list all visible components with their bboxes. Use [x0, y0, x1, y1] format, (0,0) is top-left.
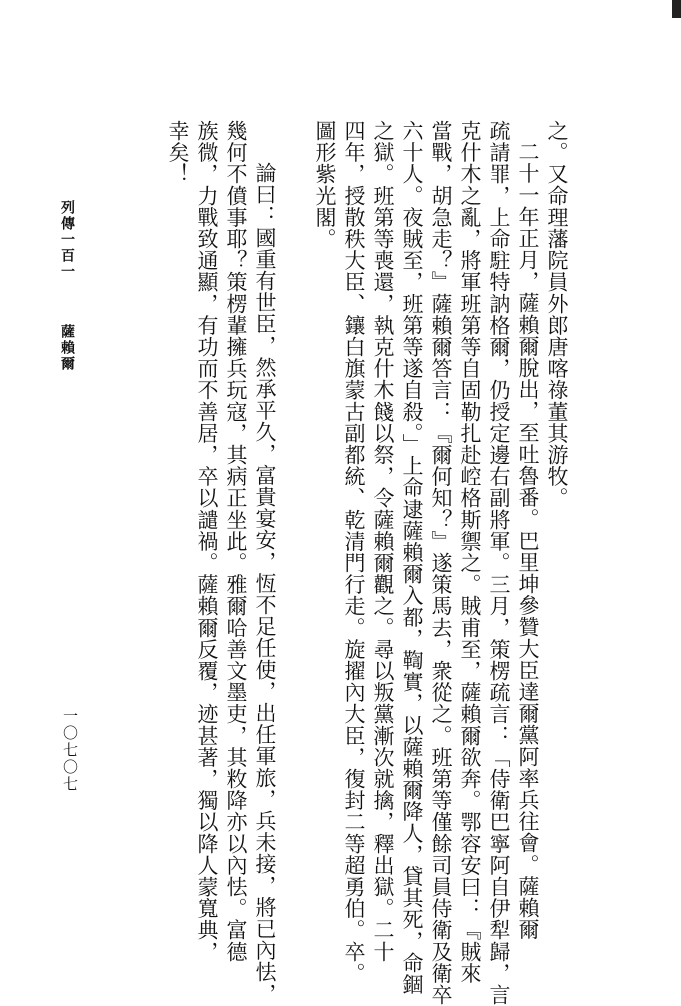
- text-column: 二十一年正月，薩賴爾脫出，至吐魯番。巴里坤參贊大臣達爾黨阿率兵往會。薩賴爾: [516, 141, 540, 941]
- text-column: 六十人。夜賊至，班第等遂自殺。」上命逮薩賴爾入都，鞫實，以薩賴爾降人，貸其死，命錮: [400, 120, 424, 996]
- running-header-person: 薩賴爾: [59, 324, 75, 372]
- commentary-column: 族微，力戰致通顯，有功而不善居，卒以譴禍。薩賴爾反覆，迹甚著，獨以降人蒙寬典，: [195, 120, 219, 963]
- running-header: [60, 200, 74, 372]
- text-column: 當戰，胡急走？』薩賴爾答言：『爾何知？』遂策馬去，衆從之。班第等僅餘司員侍衛及衛卒: [429, 120, 453, 1006]
- edge-mark: [672, 0, 681, 18]
- text-column: 之獄。班第等喪還，執克什木餞以祭，令薩賴爾觀之。尋以叛黨漸次就擒，釋出獄。二十: [371, 120, 395, 963]
- text-column: 圖形紫光閣。: [313, 120, 337, 250]
- text-column: 疏請罪，上命駐特訥格爾，仍授定邊右副將軍。三月，策楞疏言：「侍衛巴寧阿自伊犁歸，言: [487, 120, 511, 1006]
- text-column: 克什木之亂，將軍班第等自固勒扎赴崆格斯禦之。賊甫至，薩賴爾欲奔。鄂容安曰：『賊來: [458, 120, 482, 984]
- running-header-chapter: 列傳一百一: [59, 200, 75, 280]
- commentary-column: 論曰：國重有世臣，然承平久，富貴宴安，恆不足任使，出任軍旅，兵未接，將已內怯，: [253, 162, 277, 1005]
- page-number: 一〇七〇七: [61, 708, 79, 793]
- text-column: 之。又命理藩院員外郎唐喀祿董其游牧。: [545, 120, 569, 509]
- text-column: 四年，授散秩大臣、鑲白旗蒙古副都統、乾清門行走。旋擢內大臣，復封二等超勇伯。卒。: [342, 120, 366, 984]
- commentary-column: 幾何不僨事耶？策楞輩擁兵玩寇，其病正坐此。雅爾哈善文墨吏，其敉降亦以內怯。富德: [224, 120, 248, 963]
- commentary-column: 幸矣！: [166, 120, 190, 185]
